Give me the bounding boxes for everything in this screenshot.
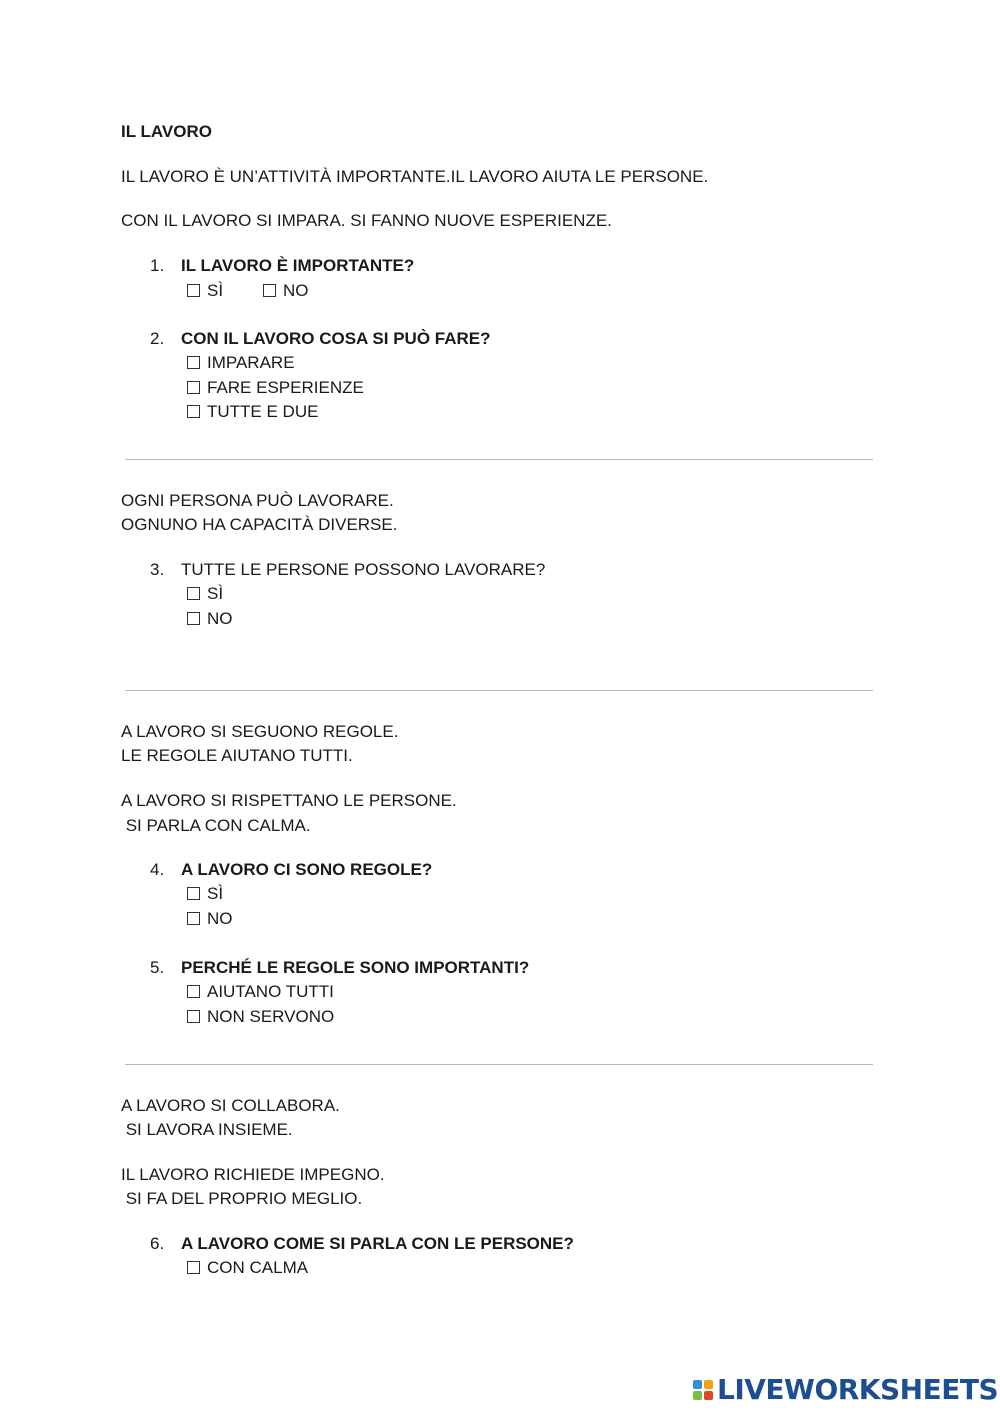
liveworksheets-logo: [693, 1375, 998, 1405]
checkbox-icon[interactable]: [187, 1261, 200, 1274]
option-label: SÌ: [207, 281, 224, 300]
option-label: NO: [207, 609, 233, 628]
option-label: NON SERVONO: [207, 1007, 335, 1026]
option-label: SÌ: [207, 584, 224, 603]
section-3-line-1: A LAVORO SI SEGUONO REGOLE.: [121, 722, 399, 741]
section-4-line-2: SI LAVORA INSIEME.: [121, 1120, 293, 1139]
section-2-line-1: OGNI PERSONA PUÒ LAVORARE.: [121, 491, 394, 510]
question-3-number: 3.: [150, 560, 165, 579]
q4-option-no[interactable]: [187, 909, 233, 929]
q2-option-tutte-e-due[interactable]: [187, 402, 318, 422]
checkbox-icon[interactable]: [187, 985, 200, 998]
section-divider-3: [125, 1064, 873, 1065]
intro-paragraph-1: IL LAVORO È UN’ATTIVITÀ IMPORTANTE.IL LAVORO AIUTA LE PERSONE.: [121, 167, 709, 186]
checkbox-icon[interactable]: [187, 381, 200, 394]
checkbox-icon[interactable]: [187, 612, 200, 625]
section-divider-1: [125, 459, 873, 460]
checkbox-icon[interactable]: [187, 912, 200, 925]
option-label: FARE ESPERIENZE: [207, 378, 364, 397]
q3-option-no[interactable]: [187, 609, 233, 629]
q2-option-imparare[interactable]: [187, 353, 295, 373]
section-4-line-1: A LAVORO SI COLLABORA.: [121, 1096, 340, 1115]
question-4-text: A LAVORO CI SONO REGOLE?: [181, 860, 433, 879]
section-3-line-4: SI PARLA CON CALMA.: [121, 816, 311, 835]
logo-tile: [693, 1380, 702, 1389]
section-4-line-4: SI FA DEL PROPRIO MEGLIO.: [121, 1189, 363, 1208]
option-label: TUTTE E DUE: [207, 402, 319, 421]
q3-option-si[interactable]: [187, 584, 223, 604]
logo-tile: [704, 1380, 713, 1389]
logo-tiles-icon: [693, 1380, 713, 1400]
q1-option-si[interactable]: [187, 281, 223, 301]
q4-option-si[interactable]: [187, 884, 223, 904]
option-label: NO: [283, 281, 309, 300]
section-2-line-2: OGNUNO HA CAPACITÀ DIVERSE.: [121, 515, 398, 534]
option-label: NO: [207, 909, 233, 928]
checkbox-icon[interactable]: [187, 587, 200, 600]
checkbox-icon[interactable]: [263, 284, 276, 297]
section-divider-2: [125, 690, 873, 691]
intro-paragraph-2: CON IL LAVORO SI IMPARA. SI FANNO NUOVE ESPERIENZE.: [121, 211, 612, 230]
checkbox-icon[interactable]: [187, 356, 200, 369]
option-label: CON CALMA: [207, 1258, 309, 1277]
q6-option-con-calma[interactable]: [187, 1258, 308, 1278]
question-5-text: PERCHÉ LE REGOLE SONO IMPORTANTI?: [181, 958, 530, 977]
option-label: AIUTANO TUTTI: [207, 982, 334, 1001]
option-label: SÌ: [207, 884, 224, 903]
question-4-number: 4.: [150, 860, 165, 879]
logo-tile: [693, 1391, 702, 1400]
page-title: IL LAVORO: [121, 122, 212, 141]
checkbox-icon[interactable]: [187, 405, 200, 418]
checkbox-icon[interactable]: [187, 1010, 200, 1023]
section-3-line-3: A LAVORO SI RISPETTANO LE PERSONE.: [121, 791, 457, 810]
logo-text: LIVEWORKSHEETS: [717, 1373, 999, 1406]
checkbox-icon[interactable]: [187, 887, 200, 900]
q1-option-no[interactable]: [263, 281, 309, 301]
question-2-number: 2.: [150, 329, 165, 348]
question-3-text: TUTTE LE PERSONE POSSONO LAVORARE?: [181, 560, 546, 579]
checkbox-icon[interactable]: [187, 284, 200, 297]
question-5-number: 5.: [150, 958, 165, 977]
q5-option-non-servono[interactable]: [187, 1007, 334, 1027]
section-3-line-2: LE REGOLE AIUTANO TUTTI.: [121, 746, 353, 765]
question-1-number: 1.: [150, 256, 165, 275]
option-label: IMPARARE: [207, 353, 295, 372]
question-6-text: A LAVORO COME SI PARLA CON LE PERSONE?: [181, 1234, 574, 1253]
question-2-text: CON IL LAVORO COSA SI PUÒ FARE?: [181, 329, 491, 348]
question-1-text: IL LAVORO È IMPORTANTE?: [181, 256, 415, 275]
q2-option-fare-esperienze[interactable]: [187, 378, 364, 398]
section-4-line-3: IL LAVORO RICHIEDE IMPEGNO.: [121, 1165, 385, 1184]
question-6-number: 6.: [150, 1234, 165, 1253]
q5-option-aiutano-tutti[interactable]: [187, 982, 334, 1002]
logo-tile: [704, 1391, 713, 1400]
